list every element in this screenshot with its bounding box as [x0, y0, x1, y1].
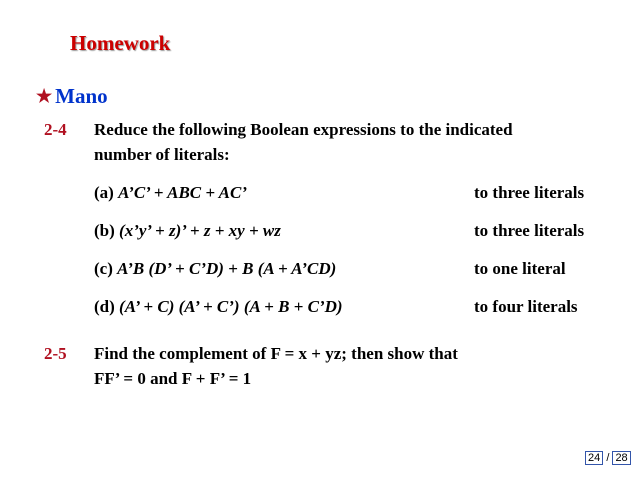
expression-text: A’C’ + ABC + AC’: [118, 183, 248, 202]
part-expression: [94, 183, 247, 203]
expression-text: A’B (D’ + C’D) + B (A + A’CD): [117, 259, 337, 278]
expression-text: (x’y’ + z)’ + z + xy + wz: [119, 221, 281, 240]
star-icon: ★: [36, 86, 53, 106]
page-number: [585, 452, 631, 464]
slide-title: Homework: [70, 31, 171, 55]
page-separator: /: [606, 452, 610, 464]
expression-text: (A’ + C) (A’ + C’) (A + B + C’D): [119, 297, 343, 316]
part-label: (c): [94, 259, 113, 278]
part-expression: [94, 221, 281, 241]
part-label: (b): [94, 221, 115, 240]
problem-text-line-2: FF’ = 0 and F + F’ = 1: [94, 369, 252, 388]
part-expression: [94, 259, 336, 279]
problem-number: 2-4: [44, 120, 67, 139]
problem-text-line-2: number of literals:: [94, 145, 230, 164]
page-total: 28: [612, 451, 630, 465]
problem-number: 2-5: [44, 344, 67, 363]
part-label: (a): [94, 183, 114, 202]
part-target: to four literals: [474, 297, 578, 316]
problem-text-line-1: Reduce the following Boolean expressions to the indicated: [94, 120, 513, 139]
part-label: (d): [94, 297, 115, 316]
problem-text-line-1: Find the complement of F = x + yz; then show that: [94, 344, 458, 363]
part-expression: [94, 297, 343, 317]
part-target: to three literals: [474, 183, 585, 202]
section-label: Mano: [55, 84, 108, 108]
page-current: 24: [585, 451, 603, 465]
part-target: to three literals: [474, 221, 585, 240]
section-heading: [36, 84, 108, 109]
part-target: to one literal: [474, 259, 566, 278]
